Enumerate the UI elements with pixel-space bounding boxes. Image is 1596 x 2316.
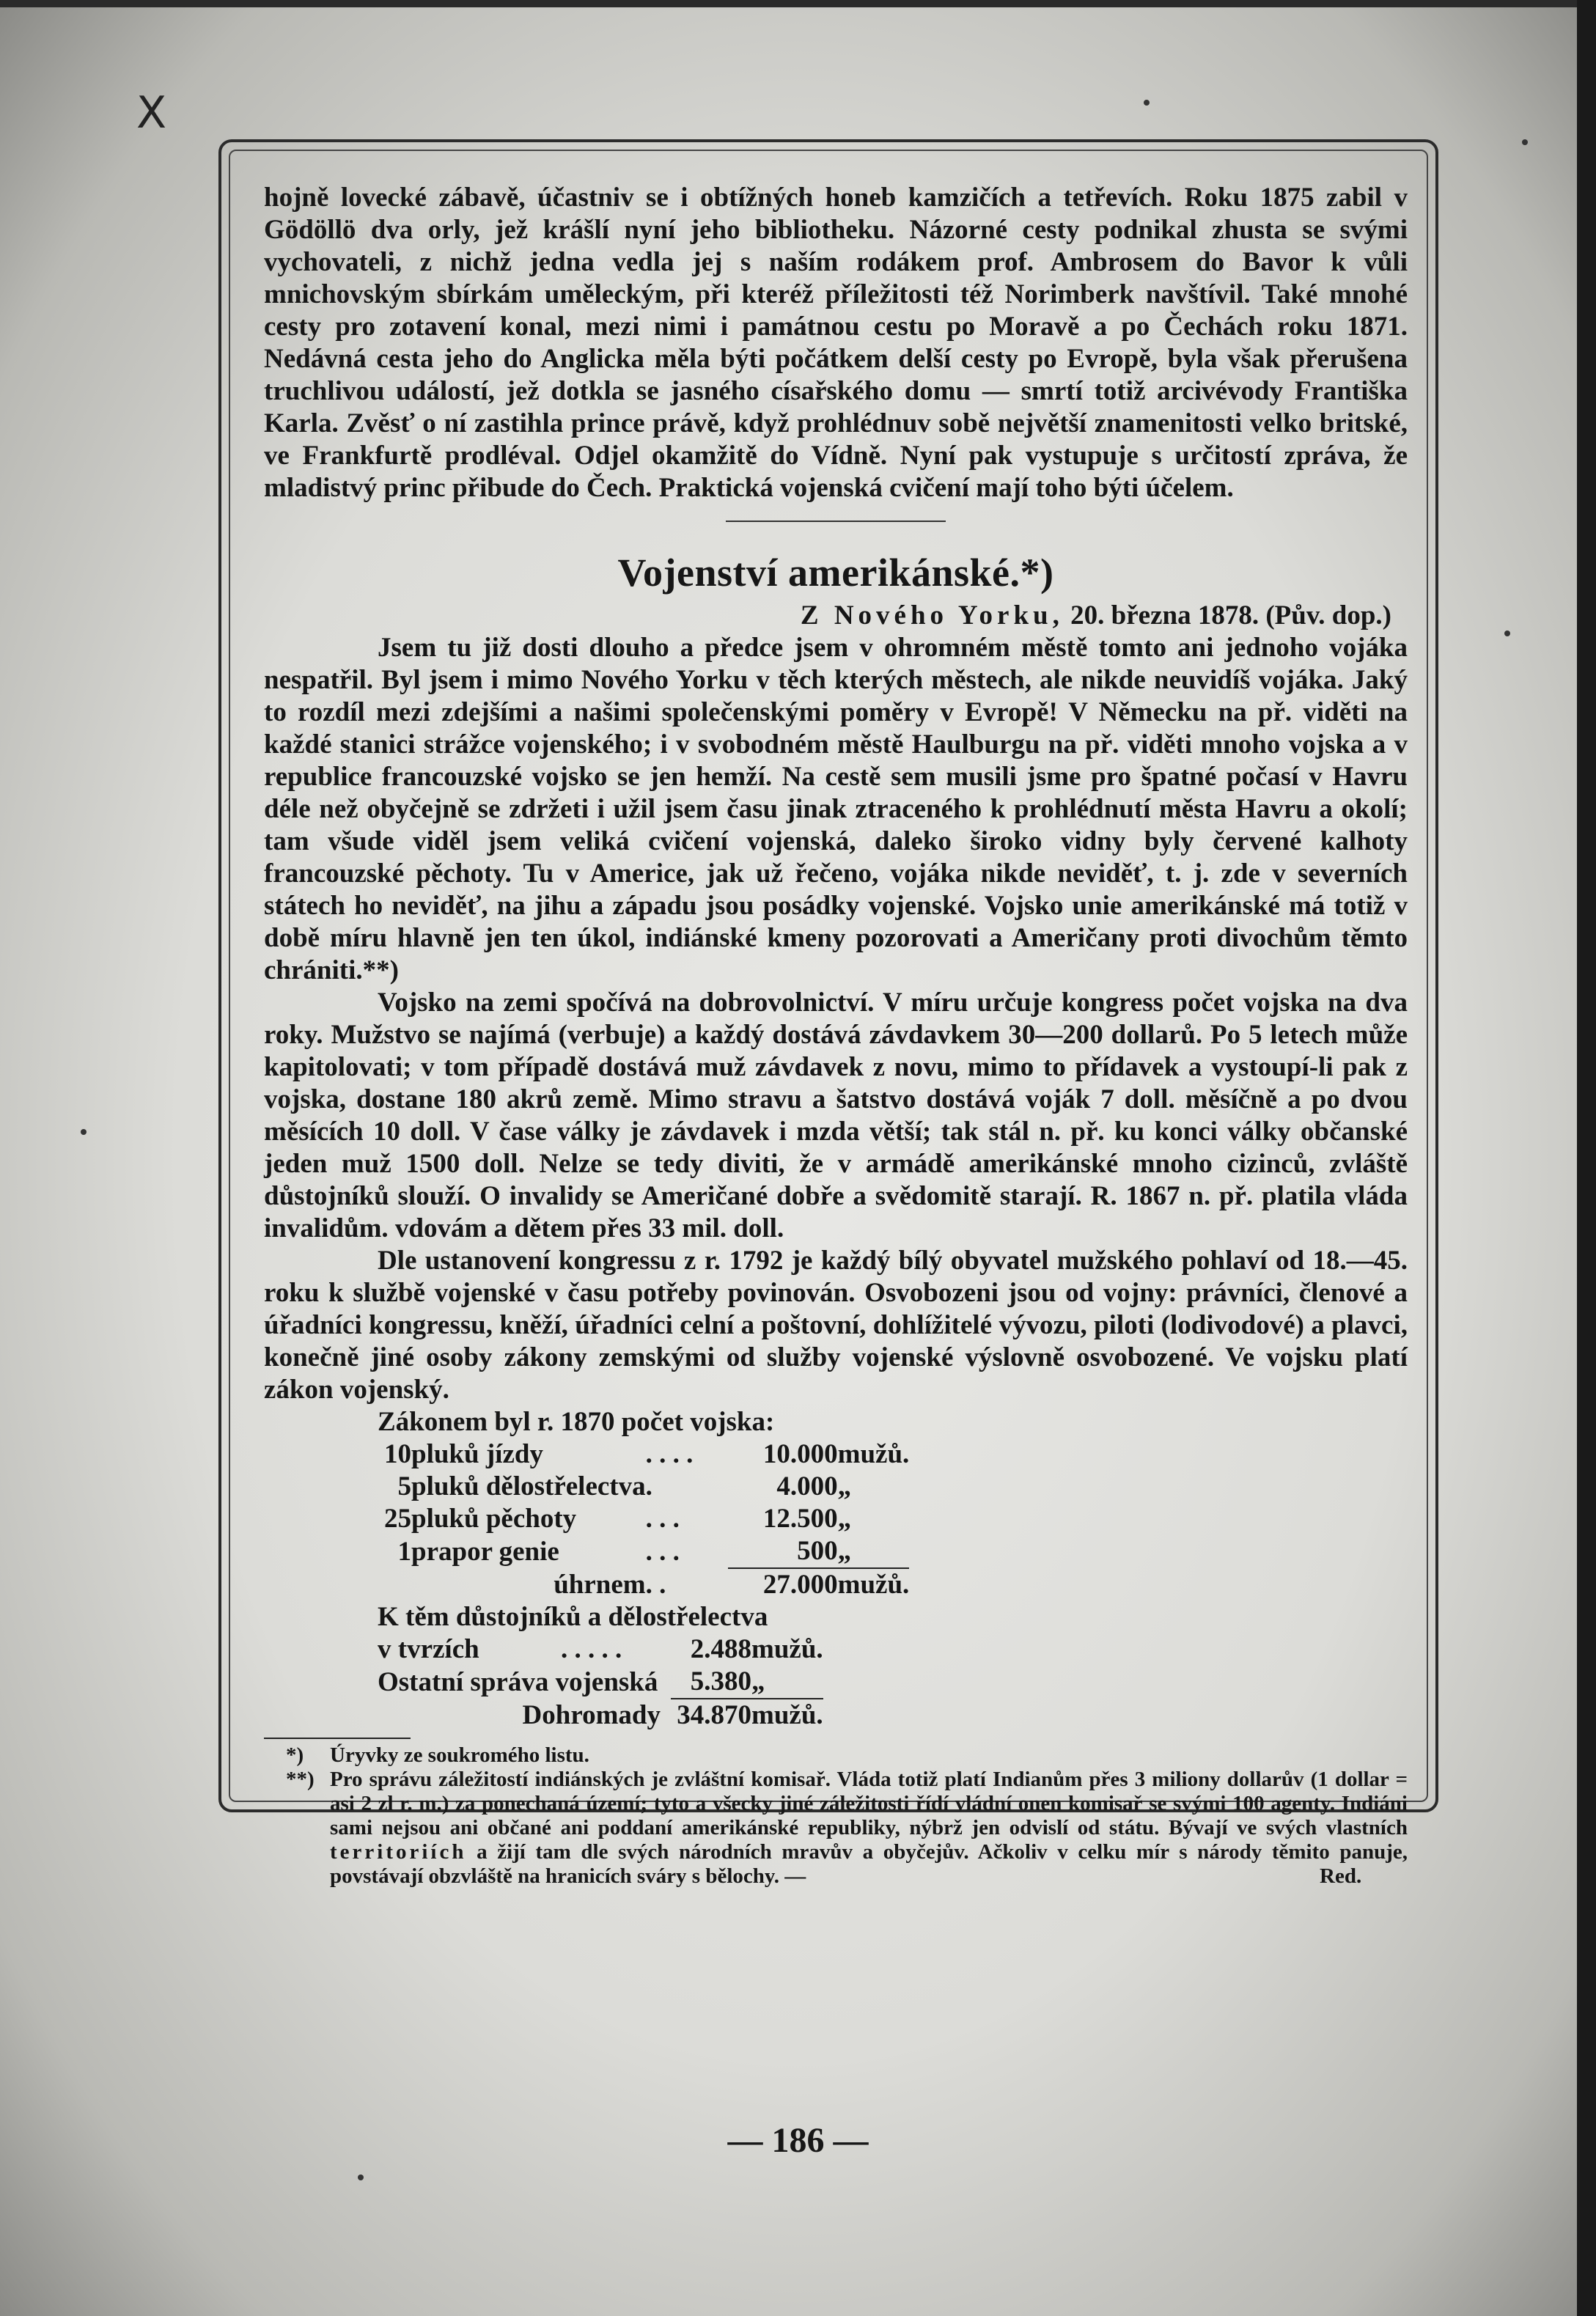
table-row — [378, 1666, 823, 1699]
ink-speck — [1522, 139, 1528, 145]
row-value: 5.380 — [671, 1666, 751, 1699]
intro-paragraph: hojně lovecké zábavě, účastniv se i obtížných honeb kamzičích a tetřevích. Roku 1875 zabil v Gödöllö dva orly, jež krášlí nyní jeho bibliotheku. Názorné cesty podnikal zhusta se svými vychovateli, z nichž jedna vedla jej s naším rodákem prof. Ambrosem do Bavor k vůli mnichovským sbírkám uměleckým, při kteréž příležitosti též Norimberk navštívil. Také mnohé cesty pro zotavení konal, mezi nimi i památnou cestu po Moravě a po Čechách roku 1871. Nedávná cesta jeho do Anglicka měla býti počátkem delší cesty po Evropě, byla však přerušena truchlivou událostí, jež dotkla se jasného císařského domu — smrtí totiž arcivévody Františka Karla. Zvěsť o ní zastihla prince právě, když prohlédnuv sobě největší znamenitosti velko britské, ve Frankfurtě prodléval. Odjel okamžitě do Vídně. Nyní pak vystupuje s určitostí zpráva, že mladistvý princ přibude do Čech. Praktická vojenská cvičení mají toho býti účelem. — [264, 183, 1408, 503]
row-count: 5 — [397, 1471, 411, 1501]
grand-total-value: 34.870 — [677, 1700, 751, 1730]
ink-speck — [1144, 100, 1150, 106]
row-value: 4.000 — [776, 1471, 838, 1501]
army-table-intro: Zákonem byl r. 1870 počet vojska: — [378, 1407, 775, 1437]
row-label: pluků pěchoty — [411, 1504, 577, 1534]
article-title: Vojenství amerikánské.*) — [617, 551, 1054, 595]
footnotes — [264, 1743, 1408, 1889]
row-count: 1 — [397, 1536, 411, 1567]
row-label: v tvrzích — [378, 1634, 479, 1664]
table-row — [378, 1633, 823, 1666]
dateline-date: 20. března 1878. (Pův. dop.) — [1070, 600, 1391, 631]
row-unit: mužů. — [837, 1439, 910, 1469]
row-unit: „ — [837, 1504, 852, 1534]
row-leader-dots: . — [645, 1471, 652, 1501]
ink-speck — [358, 2175, 364, 2180]
row-unit: „ — [751, 1666, 823, 1699]
article-paragraph: Vojsko na zemi spočívá na dobrovolnictví. V míru určuje kongress počet vojska na dva roky. Mužstvo se najímá (verbuje) a každý dostává závdavkem 30—200 dollarů. Po 5 letech může kapitolovati; v tom případě dostává muž závdavek z novu, mimo to přídavek a vystoupí-li pak z vojska, dostane 180 akrů země. Mimo stravu a šatstvo dostává voják 7 doll. měsíčně a po dvou měsících 10 doll. V čase války je závdavek i mzda větší; tak stál n. př. ku konci války občanské jeden muž 1500 doll. Nelze se tedy diviti, že v armádě amerikánské mnoho cizinců, zvláště důstojníků slouží. O invalidy se Američané dobře a svědomitě starají. R. 1867 n. př. platila vláda invalidům. vdovám a dětem přes 33 mil. doll. — [264, 988, 1408, 1243]
row-unit: mužů. — [751, 1634, 823, 1664]
article-dateline — [264, 600, 1391, 632]
footnote — [264, 1768, 1408, 1889]
row-unit: „ — [837, 1471, 852, 1501]
scan-edge-right — [1577, 0, 1596, 2316]
footnote-text: Pro správu záležitostí indiánských je zvláštní komisař. Vláda totiž platí Indianům přes 3 miliony dollarův (1 dollar = asi 2 zl r. m.) za ponechaná území; tyto a všecky jiné záležitosti řídí vládní onen komisař se svými 100 agenty. Indiáni sami nejsou ani občané ani poddaní amerikánské republiky, nýbrž jen odvislí od státu. Bývají ve svých vlastních — [330, 1768, 1408, 1839]
table-row — [378, 1535, 909, 1568]
row-leader-dots: . . . . . — [561, 1634, 622, 1664]
page-content — [264, 182, 1408, 1889]
footnote-mark: **) — [286, 1768, 315, 1791]
row-label: pluků jízdy — [411, 1439, 543, 1469]
scan-edge-top — [0, 0, 1596, 7]
total-leader-dots: . . — [645, 1569, 666, 1600]
ink-speck — [1504, 631, 1510, 636]
ink-speck — [81, 1129, 87, 1135]
row-value: 2.488 — [690, 1634, 751, 1664]
footnote-text-continued: a žijí tam dle svých národních mravův a obyčejův. Ačkoliv v celku mír s národy těmito panuje, povstávají obzvláště na hranicích sváry s bělochy. — — [330, 1840, 1408, 1888]
row-label: Ostatní správa vojenská — [378, 1666, 658, 1697]
row-count: 25 — [384, 1504, 411, 1534]
army-extra-table — [378, 1633, 823, 1732]
row-leader-dots: . . . — [645, 1504, 680, 1534]
footnote-spaced-word: territoriích — [330, 1840, 467, 1864]
total-unit: mužů. — [837, 1570, 910, 1600]
footnote-signature: Red. — [1320, 1864, 1362, 1888]
row-label: prapor genie — [411, 1536, 559, 1567]
grand-total-label: Dohromady — [522, 1699, 661, 1730]
total-label: úhrnem — [554, 1569, 646, 1600]
table-row — [378, 1503, 909, 1535]
section-divider — [726, 521, 946, 522]
footnote-mark: *) — [286, 1743, 304, 1767]
grand-total-row — [378, 1699, 823, 1732]
total-value: 27.000 — [762, 1570, 838, 1600]
row-leader-dots: . . . — [645, 1536, 680, 1567]
table-total-row — [378, 1568, 909, 1601]
row-value: 500 — [728, 1535, 838, 1568]
table-row — [378, 1438, 909, 1471]
article-paragraph: Jsem tu již dosti dlouho a předce jsem v ohromném městě tomto ani jednoho vojáka nespatřil. Byl jsem i mimo Nového Yorku v těch kterých městech, ale nikde neuvidíš vojáka. Jaký to rozdíl mezi zdejšími a našimi společenskými poměry v Evropě! V Německu na př. viděti na každé stanici strážce vojenského; i v svobodném městě Haulburgu na př. viděti mnoho vojska a v republice francouzské vojsko se jen hemží. Na cestě sem musili jsme pro špatné počasí v Havru déle než obyčejně se zdržeti i užil jsem času jinak ztraceného k prohlédnutí města Havru a okolí; tam všude viděl jsem veliká cvičení vojenská, daleko široko vidny byly červené kalhoty francouzské pěchoty. Tu v Americe, jak už řečeno, vojáka nikde neviděť, t. j. zde v severních státech ho neviděť, na jihu a západu jsou posádky vojenské. Vojsko unie amerikánské má totiž v době míru hlavně jen ten úkol, indiánské kmeny pozorovati a Američany proti divochům těmto chrániti.**) — [264, 633, 1408, 985]
army-strength-table — [378, 1438, 909, 1601]
article-paragraph: Dle ustanovení kongressu z r. 1792 je každý bílý obyvatel mužského pohlaví od 18.—45. roku k službě vojenské v času potřeby povinován. Osvobozeni jsou od vojny: právníci, členové a úřadníci kongressu, kněží, úřadníci celní a poštovní, dohlížitelé vývozu, piloti (lodivodové) a plavci, konečně jiné osoby zákony zemskými od služby vojenské výslovně osvobozené. Ve vojsku platí zákon vojenský. — [264, 1246, 1408, 1405]
margin-cross-mark: X — [136, 87, 167, 139]
grand-total-unit: mužů. — [751, 1700, 823, 1730]
footnote — [264, 1743, 1408, 1768]
row-count: 10 — [384, 1439, 411, 1469]
row-label: pluků dělostřelectva — [411, 1471, 646, 1501]
row-value: 10.000 — [762, 1439, 838, 1469]
row-leader-dots: . . . . — [645, 1439, 694, 1469]
officers-intro: K těm důstojníků a dělostřelectva — [378, 1602, 768, 1632]
page-number: — 186 — — [727, 2121, 869, 2160]
footnote-text: Úryvky ze soukromého listu. — [330, 1743, 589, 1767]
empty-cell — [378, 1568, 411, 1601]
row-value: 12.500 — [762, 1504, 838, 1534]
dateline-place: Z Nového Yorku, — [800, 600, 1064, 631]
footnote-rule — [264, 1738, 411, 1739]
row-unit: „ — [838, 1535, 910, 1568]
table-row — [378, 1471, 909, 1503]
